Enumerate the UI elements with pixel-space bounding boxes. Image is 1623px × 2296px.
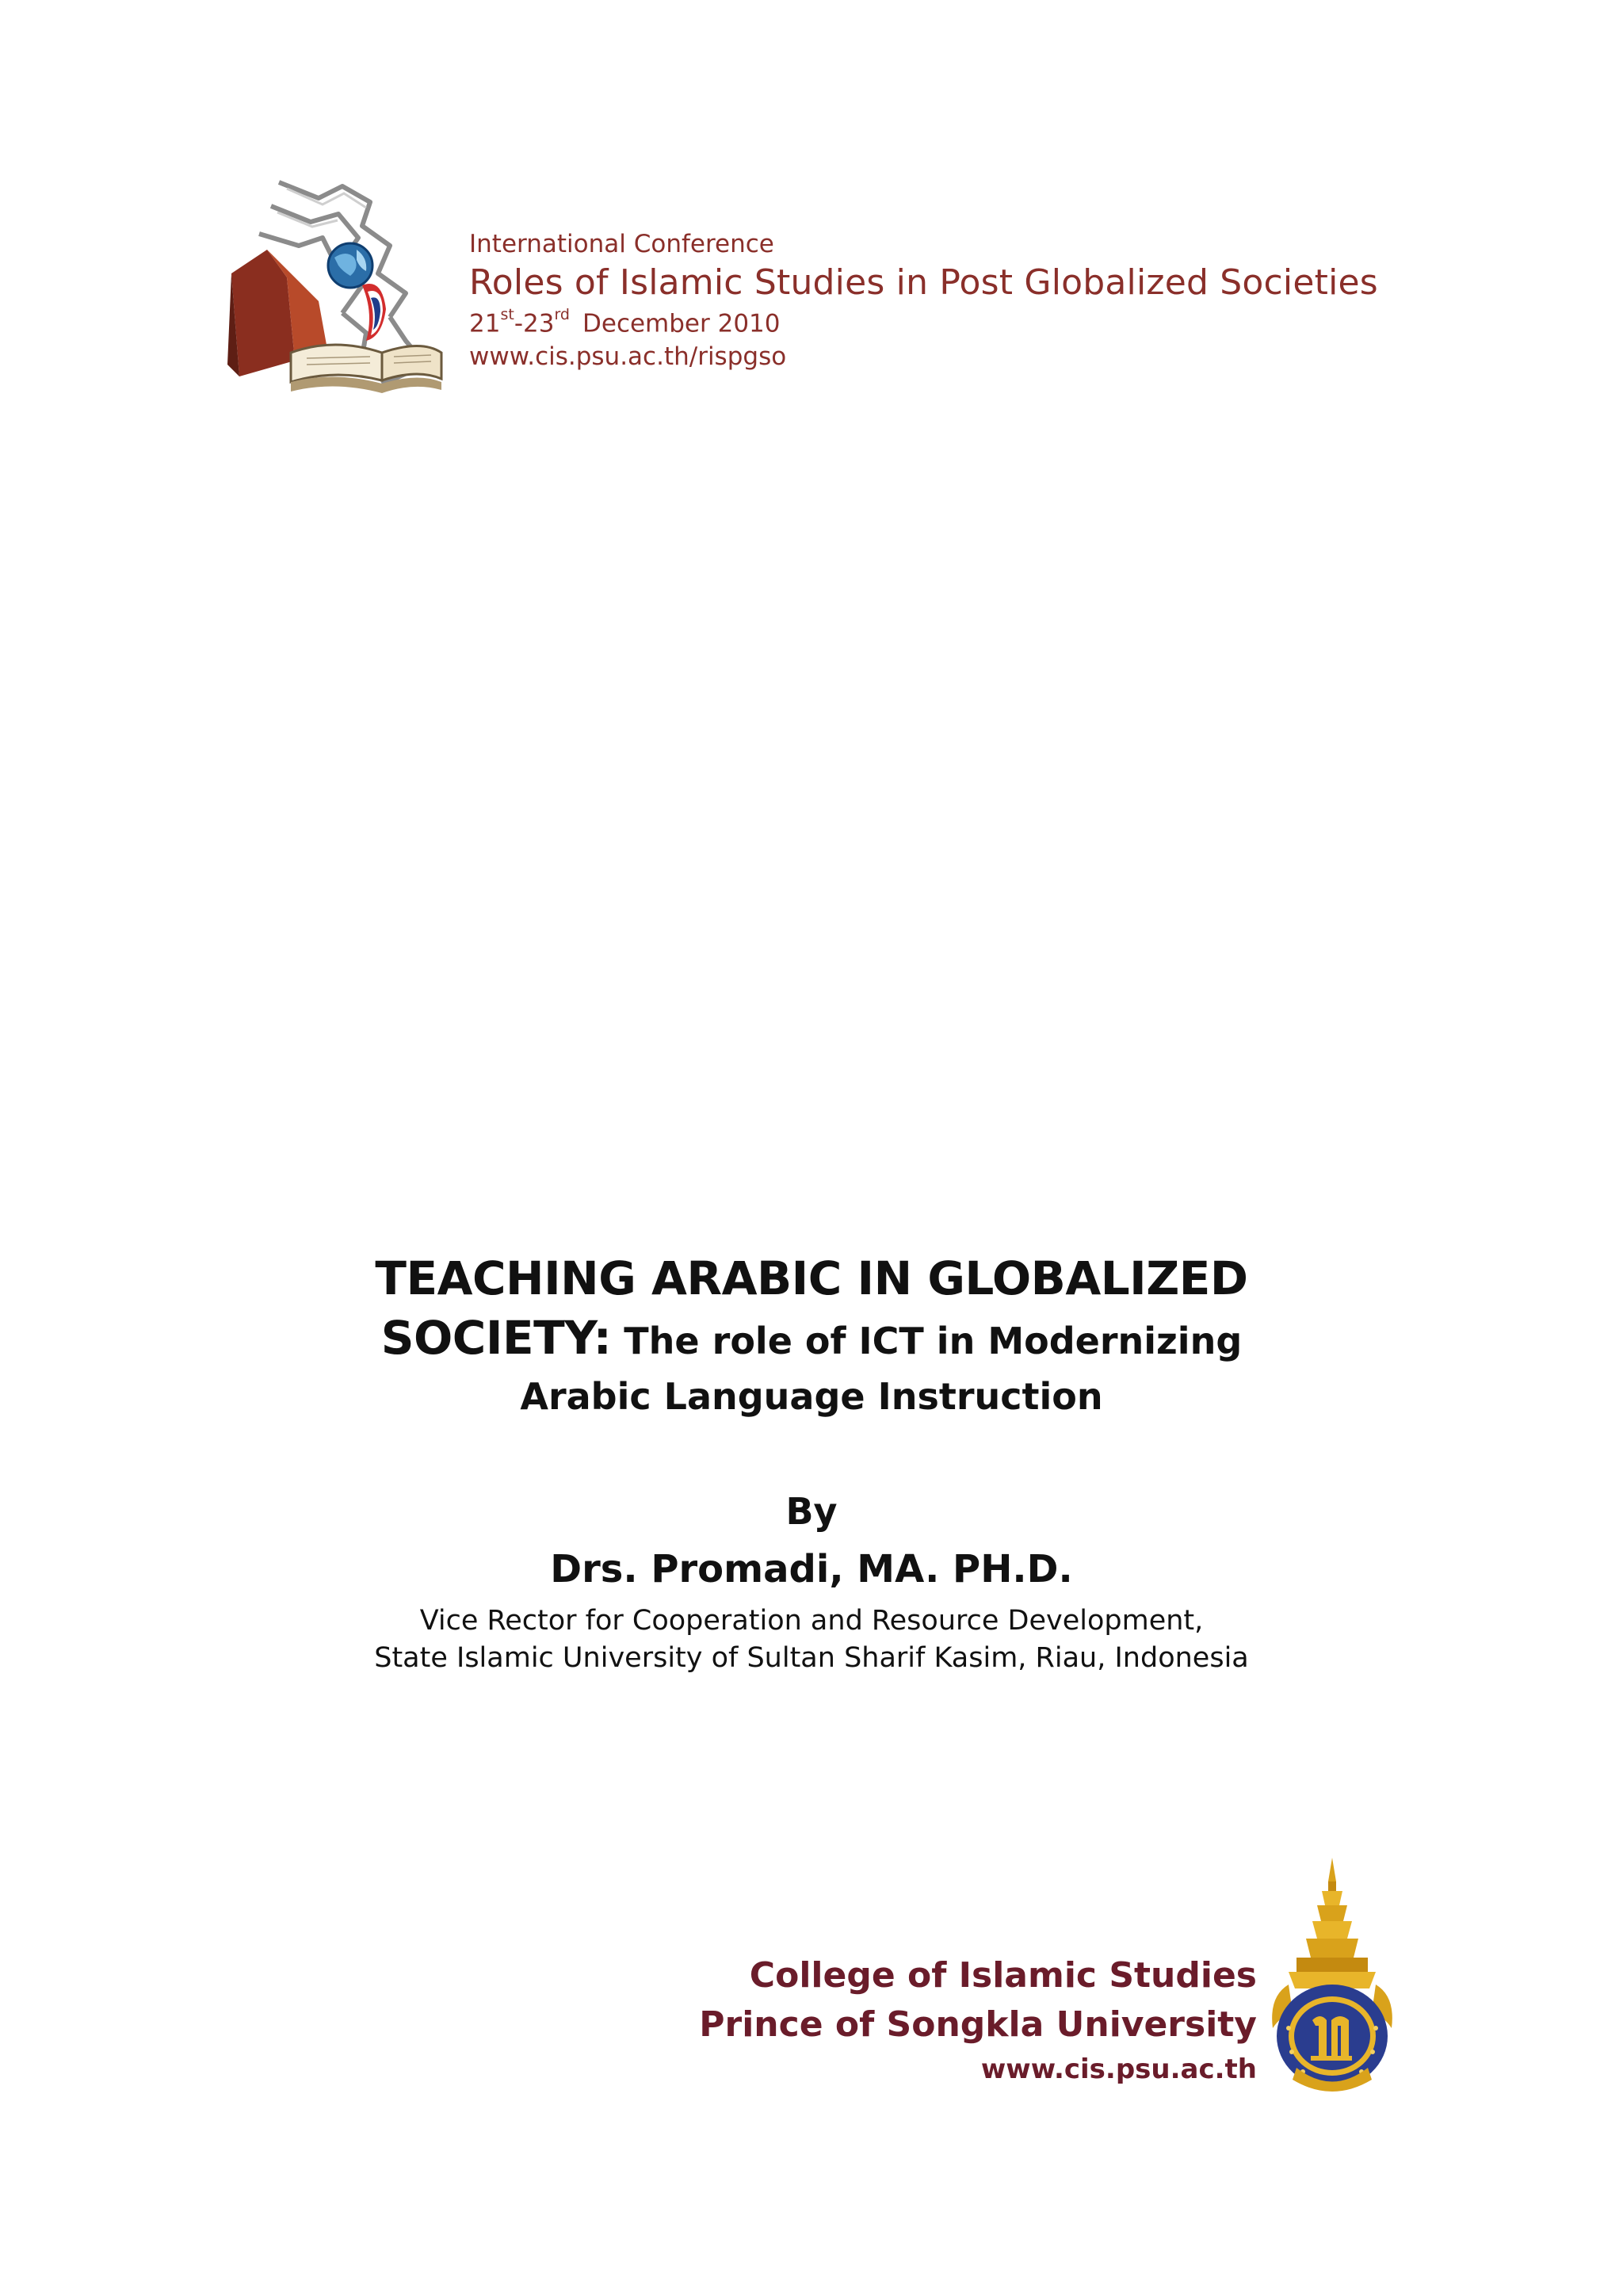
conference-logo-icon — [223, 174, 445, 404]
author-block — [0, 1490, 1623, 1678]
paper-title-line3: Arabic Language Instruction — [520, 1375, 1103, 1419]
author-name: Drs. Promadi, MA. PH.D. — [550, 1547, 1073, 1591]
paper-title — [0, 1252, 1623, 1418]
conference-header — [469, 230, 1378, 372]
conference-kicker: International Conference — [469, 230, 774, 258]
conference-url[interactable]: www.cis.psu.ac.th/rispgso — [469, 342, 787, 371]
footer-institution — [699, 1951, 1257, 2085]
conference-title: Roles of Islamic Studies in Post Globalized Societies — [469, 262, 1378, 304]
university-seal-icon — [1265, 1858, 1400, 2095]
conference-dates: 21st-23rd December 2010 — [469, 305, 781, 338]
affiliation — [0, 1603, 1623, 1678]
by-label: By — [785, 1490, 838, 1533]
footer-college: College of Islamic Studies — [749, 1955, 1257, 1996]
footer-url[interactable]: www.cis.psu.ac.th — [980, 2053, 1257, 2086]
affiliation-line1: Vice Rector for Cooperation and Resource Development, — [419, 1605, 1204, 1637]
paper-title-line1: TEACHING ARABIC IN GLOBALIZED — [375, 1251, 1248, 1305]
footer-university: Prince of Songkla University — [699, 2004, 1257, 2045]
affiliation-line2: State Islamic University of Sultan Sharif Kasim, Riau, Indonesia — [374, 1642, 1249, 1675]
paper-title-line2: SOCIETY: The role of ICT in Modernizing — [380, 1310, 1243, 1365]
